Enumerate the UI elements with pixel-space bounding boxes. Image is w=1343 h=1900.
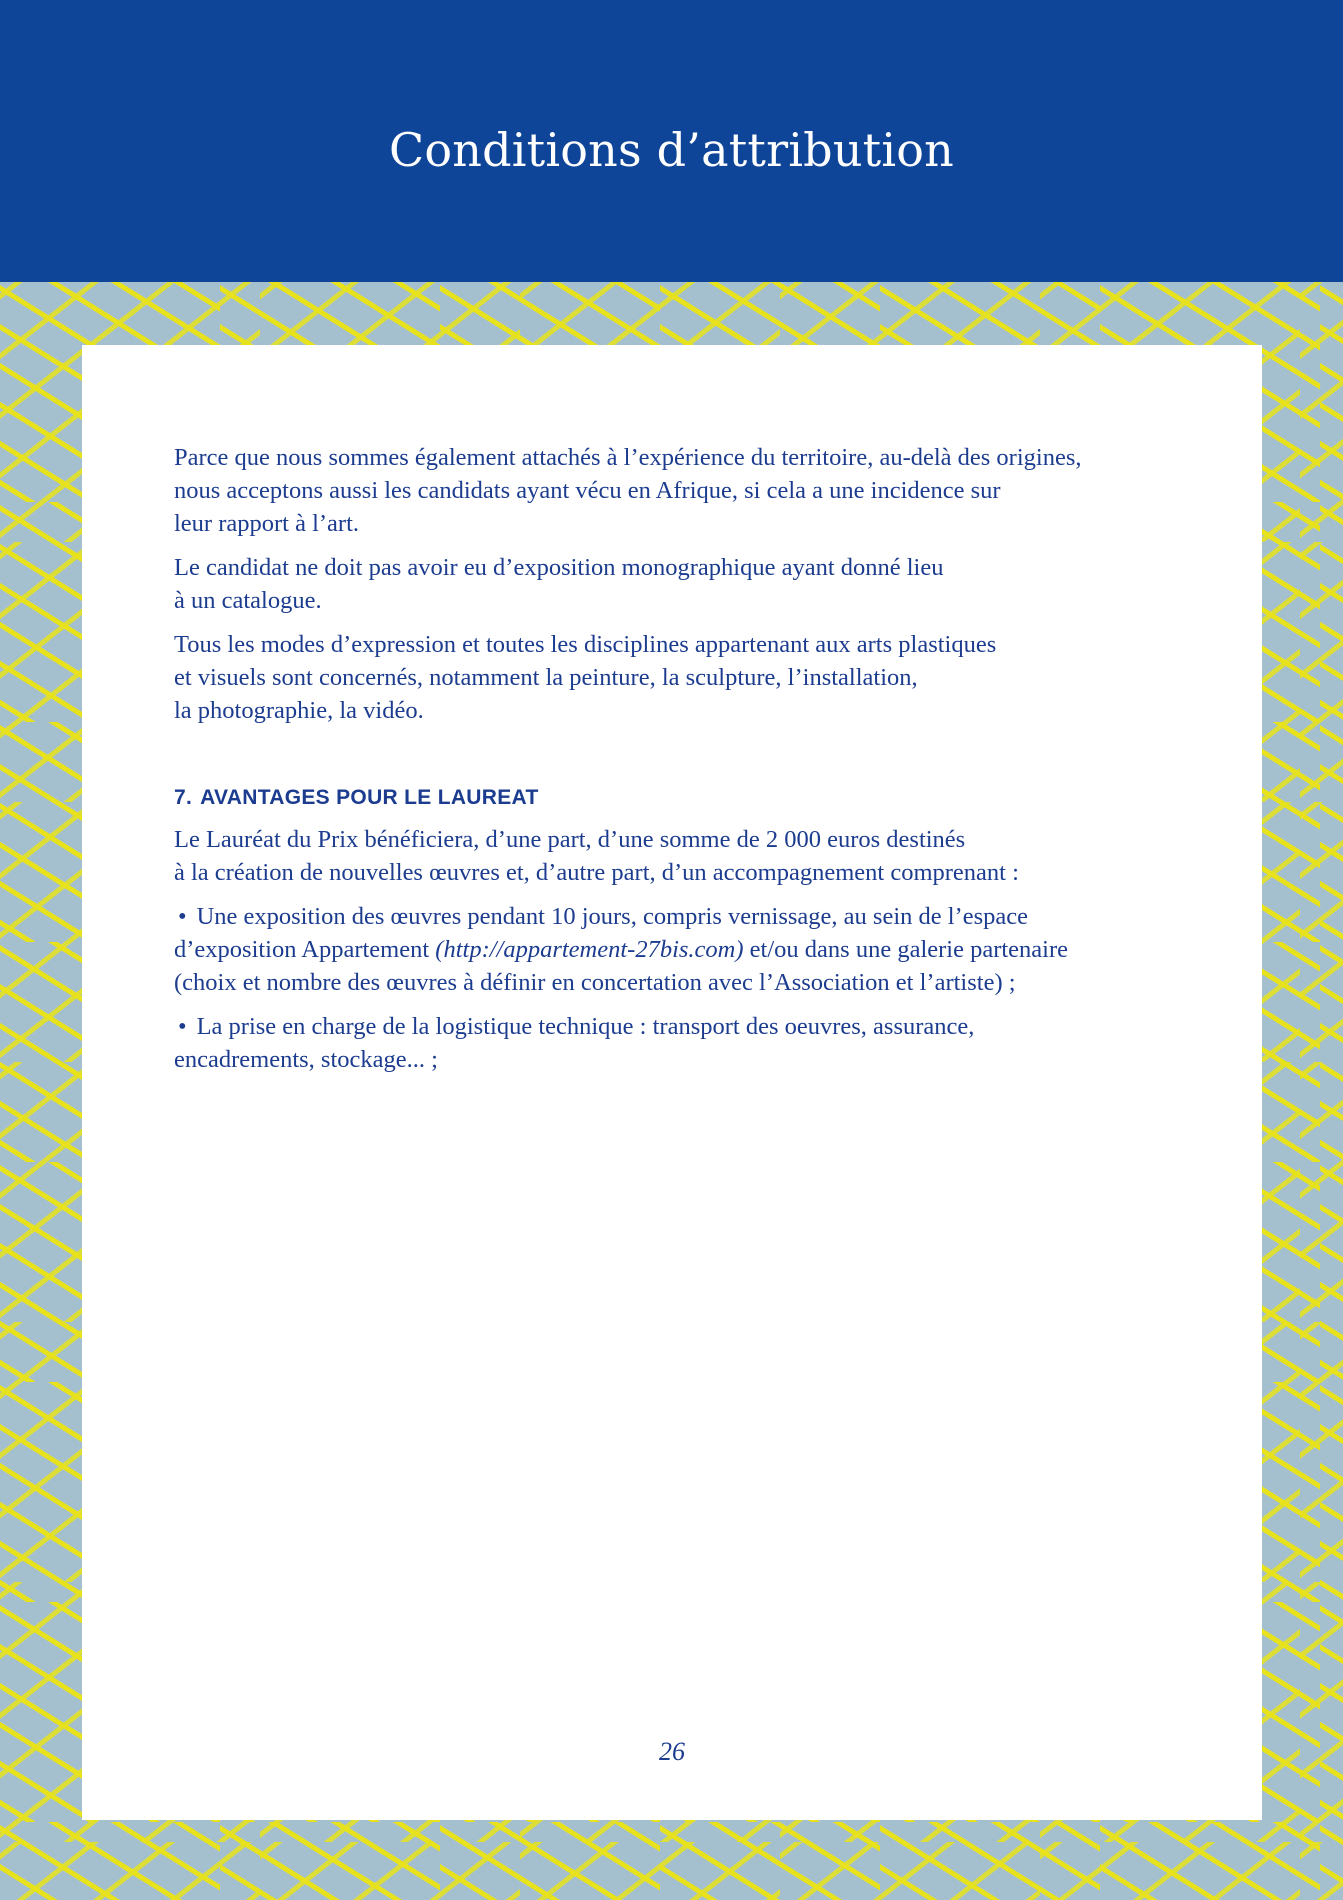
page-header: [0, 0, 1343, 282]
page-number: 26: [659, 1737, 685, 1766]
section-heading: [174, 783, 1174, 813]
section-number: 7.: [174, 786, 193, 809]
appartement-url-link[interactable]: (http://appartement-27bis.com): [435, 936, 744, 963]
bullet-item-exhibition: • Une exposition des œuvres pendant 10 jours, compris vernissage, au sein de l’espace d’exposition Appartement (http://appartement-27bis.com) et/ou dans une galerie partenaire (choix et nombre des œuvres à définir en concertation avec l’Association et l’artiste) ;: [174, 903, 1069, 996]
section-title: AVANTAGES POUR LE LAUREAT: [200, 786, 539, 809]
paragraph-territory: Parce que nous sommes également attachés à l’expérience du territoire, au-delà des origines, nous acceptons aussi les candidats ayant vécu en Afrique, si cela a une incidence sur leur rapport à l’art.: [174, 444, 1082, 537]
paragraph-disciplines: Tous les modes d’expression et toutes les disciplines appartenant aux arts plastiques et visuels sont concernés, notamment la peinture, la sculpture, l’installation, la photographie, la vidéo.: [174, 631, 997, 724]
content-panel: [82, 345, 1262, 1820]
bullet-icon: •: [178, 1013, 187, 1040]
page-title: Conditions d’attribution: [389, 123, 954, 177]
paragraph-monograph: Le candidat ne doit pas avoir eu d’exposition monographique ayant donné lieu à un catalogue.: [174, 554, 944, 614]
bullet-item-logistics: • La prise en charge de la logistique technique : transport des oeuvres, assurance, encadrements, stockage... ;: [174, 1013, 975, 1073]
text-block: [174, 441, 1174, 1087]
paragraph-laureate-intro: Le Lauréat du Prix bénéficiera, d’une part, d’une somme de 2 000 euros destinés à la création de nouvelles œuvres et, d’autre part, d’un accompagnement comprenant :: [174, 826, 1019, 886]
bullet-icon: •: [178, 903, 187, 930]
